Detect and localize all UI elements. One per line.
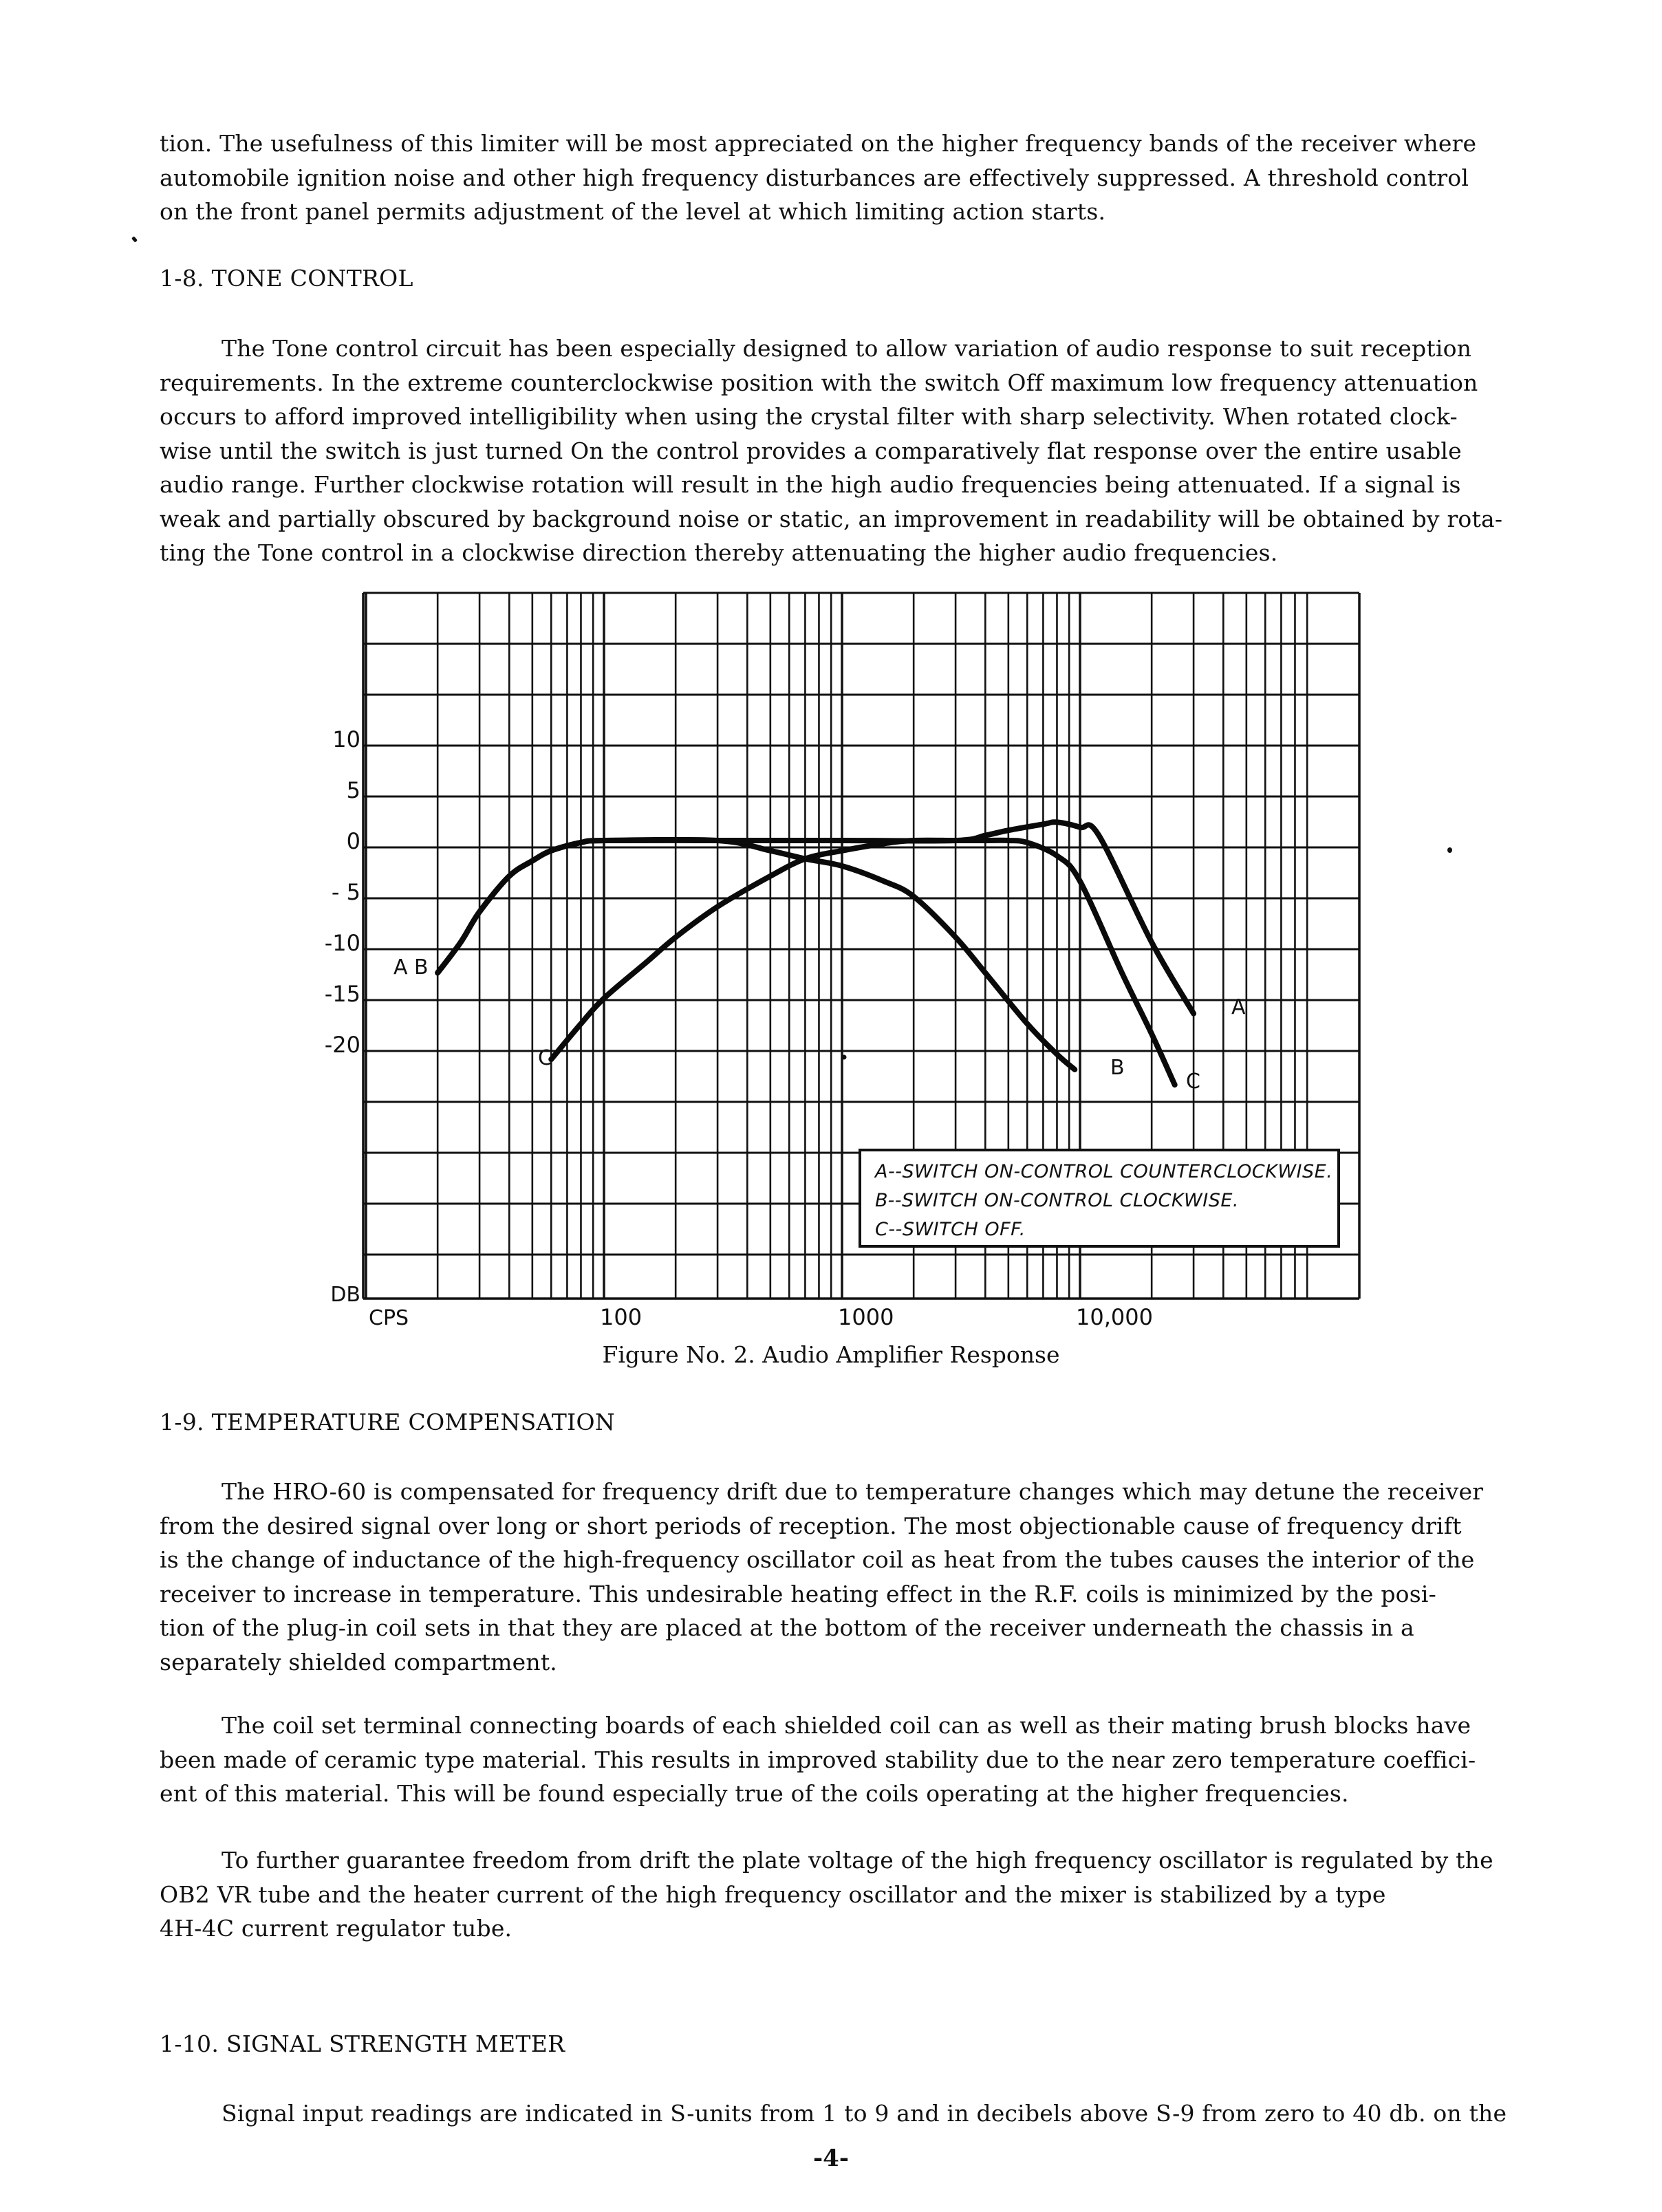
text-line: OB2 VR tube and the heater current of the high frequency oscillator and the mixer is stabilized by a type — [160, 1880, 1386, 1908]
temperature-paragraph-3 — [160, 1843, 1508, 1946]
curve-label-c-start: C — [538, 1046, 552, 1070]
y-tick-label: - 5 — [331, 879, 360, 905]
y-axis-label: DB — [330, 1283, 360, 1307]
figure-caption — [0, 1341, 1662, 1368]
curve-label-a-end: A — [1231, 995, 1246, 1019]
section-heading-temperature-compensation: 1-9. TEMPERATURE COMPENSATION — [160, 1409, 615, 1435]
text-line: ting the Tone control in a clockwise direction thereby attenuating the higher audio frequencies. — [160, 539, 1278, 566]
y-tick-label: 5 — [346, 777, 360, 803]
text-line: weak and partially obscured by background noise or static, an improvement in readability will be obtained by rota- — [160, 505, 1503, 532]
text-line: receiver to increase in temperature. This undesirable heating effect in the R.F. coils is minimized by the posi- — [160, 1580, 1436, 1607]
text-line: To further guarantee freedom from drift the plate voltage of the high frequency oscillator is regulated by the — [222, 1847, 1493, 1874]
curve-label-ab: A B — [393, 955, 429, 979]
y-tick-label: 0 — [346, 828, 360, 854]
text-line: tion of the plug-in coil sets in that they are placed at the bottom of the receiver underneath the chassis in a — [160, 1614, 1414, 1641]
text-line: ent of this material. This will be found especially true of the coils operating at the higher frequencies. — [160, 1780, 1349, 1807]
text-line: 4H-4C current regulator tube. — [160, 1915, 512, 1942]
curve-label-c-end: C — [1186, 1070, 1200, 1094]
text-line: tion. The usefulness of this limiter will be most appreciated on the higher frequency bands of the receiver where — [160, 130, 1477, 157]
curve-label-b-end: B — [1110, 1056, 1125, 1080]
x-axis-label: CPS — [369, 1306, 409, 1330]
text-line: wise until the switch is just turned On the control provides a comparatively flat response over the entire usable — [160, 437, 1462, 464]
text-line: been made of ceramic type material. This results in improved stability due to the near zero temperature coeffici- — [160, 1746, 1476, 1773]
scan-speck — [1447, 847, 1452, 853]
text-line: The HRO-60 is compensated for frequency drift due to temperature changes which may detune the receiver — [222, 1478, 1484, 1505]
temperature-paragraph-2 — [160, 1709, 1508, 1811]
text-line: occurs to afford improved intelligibility when using the crystal filter with sharp selectivity. When rotated clock- — [160, 403, 1458, 430]
figure-caption-text: Figure No. 2. Audio Amplifier Response — [602, 1341, 1060, 1368]
legend-entry: C--SWITCH OFF. — [875, 1219, 1026, 1240]
text-line: requirements. In the extreme counterclockwise position with the switch Off maximum low frequency attenuation — [160, 369, 1478, 396]
y-tick-label: -10 — [324, 930, 360, 956]
y-tick-label: 10 — [332, 726, 360, 752]
text-line: on the front panel permits adjustment of the level at which limiting action starts. — [160, 198, 1106, 225]
text-line: separately shielded compartment. — [160, 1648, 557, 1676]
scan-speck — [842, 1055, 847, 1060]
text-line: is the change of inductance of the high-frequency oscillator coil as heat from the tubes causes the interior of the — [160, 1546, 1475, 1573]
section-heading-signal-strength-meter: 1-10. SIGNAL STRENGTH METER — [160, 2030, 565, 2057]
x-tick-label: 1000 — [838, 1304, 894, 1330]
text-line: from the desired signal over long or short periods of reception. The most objectionable cause of frequency drift — [160, 1512, 1462, 1539]
text-line: The coil set terminal connecting boards of each shielded coil can as well as their mating brush blocks have — [222, 1712, 1471, 1739]
signal-strength-paragraph — [160, 2096, 1508, 2131]
y-tick-label: -15 — [324, 981, 360, 1007]
page-number: -4- — [813, 2145, 849, 2172]
x-tick-label: 100 — [600, 1304, 643, 1330]
section-heading-tone-control: 1-8. TONE CONTROL — [160, 265, 413, 292]
text-line: The Tone control circuit has been especially designed to allow variation of audio response to suit reception — [222, 335, 1472, 362]
text-line: automobile ignition noise and other high frequency disturbances are effectively suppressed. A threshold control — [160, 164, 1469, 191]
y-tick-label: -20 — [324, 1032, 360, 1058]
x-tick-label: 10,000 — [1076, 1304, 1153, 1330]
text-line: audio range. Further clockwise rotation will result in the high audio frequencies being attenuated. If a signal is — [160, 471, 1461, 498]
legend-entry: A--SWITCH ON-CONTROL COUNTERCLOCKWISE. — [875, 1161, 1333, 1182]
legend-entry: B--SWITCH ON-CONTROL CLOCKWISE. — [875, 1190, 1240, 1211]
text-line: Signal input readings are indicated in S-units from 1 to 9 and in decibels above S-9 from zero to 40 db. on the — [222, 2100, 1507, 2127]
temperature-paragraph-1 — [160, 1475, 1508, 1679]
